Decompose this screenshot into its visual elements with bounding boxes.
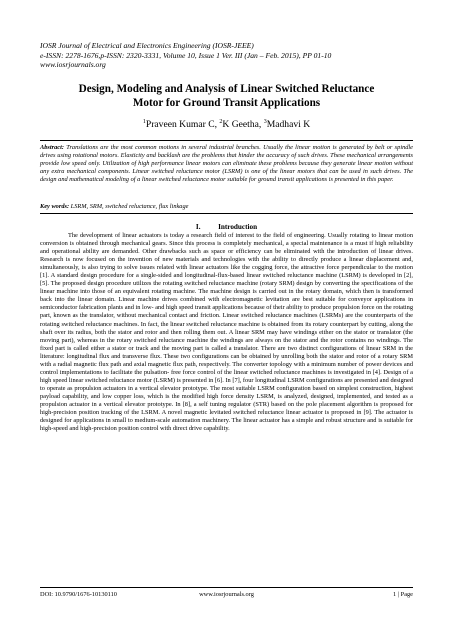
footer-doi: DOI: 10.9790/1676-10130110 — [40, 591, 117, 598]
journal-issn-line: e-ISSN: 2278-1676,p-ISSN: 2320-3331, Volume 10, Issue 1 Ver. III (Jan – Feb. 2015), PP 01-10 — [40, 50, 332, 60]
footer-page-number: 1 | Page — [393, 591, 413, 598]
keywords-text: LSRM, SRM, switched reluctance, flux linkage — [70, 203, 189, 210]
paper-title — [40, 83, 413, 110]
author-2-name: K Geetha, — [222, 119, 264, 130]
abstract-bottom-rule — [40, 213, 413, 214]
footer-rule — [40, 587, 413, 588]
author-list — [40, 119, 413, 131]
author-3-index: 3 — [263, 119, 267, 125]
title-line-1: Design, Modeling and Analysis of Linear Switched Reluctance — [78, 83, 375, 95]
section-number: I. — [195, 223, 201, 231]
footer-website: www.iosrjournals.org — [199, 591, 254, 598]
abstract — [40, 144, 413, 184]
journal-header — [40, 41, 420, 70]
abstract-label: Abstract: — [40, 144, 64, 151]
page-footer — [40, 590, 413, 600]
abstract-top-rule — [40, 140, 413, 141]
keywords-label: Key words: — [40, 203, 70, 210]
author-3-name: Madhavi K — [266, 119, 311, 130]
author-2-index: 2 — [219, 119, 223, 125]
journal-name: IOSR Journal of Electrical and Electronics Engineering (IOSR-JEEE) — [40, 41, 254, 50]
title-line-2: Motor for Ground Transit Applications — [132, 96, 321, 109]
abstract-text: Translations are the most common motions in several industrial branches. Usually the linear motion is generated by belt or spindle drives using rotational motors. Elasticity and backlash are the problems that hinder the accuracy of such drives. These mechanical arrangements provide low speed only. Utilization of high performance linear motors can eliminate these problems because they generate linear motion without any extra mechanical components. Linear switched reluctance motor (LSRM) is one of the linear motors that can be used in such drives. The design and mathematical modeling of a linear switched reluctance motor suitable for ground transit applications is presented in this paper. — [40, 144, 414, 184]
section-title: Introduction — [218, 223, 258, 231]
keywords — [40, 203, 413, 211]
introduction-paragraph: The development of linear actuators is today a research field of interest to the field of engineering. Usually rotating to linear motion conversion is obtained through mechanical gears. Since this process is completely mechanical, a special maintenance is a must if high reliability and operational ability are demanded. Other drawbacks such as space or efficiency can be eliminated with the introduction of linear drives. Research is now focused on the invention of new materials and technologies with the ability to directly produce a linear displacement and, simultaneously, is also trying to solve issues related with linear actuators like the cogging force, the attractive force perpendicular to the motion [1]. A standard design procedure for a single-sided and longitudinal-flux-based linear switched reluctance machine (LSRM) is developed in [2], [5]. The proposed design procedure utilizes the rotating switched reluctance machine (rotary SRM) design by converting the specifications of the linear machine into those of an equivalent rotating machine. The machine design is carried out in the rotary domain, which then is transformed back into the linear domain. Linear machine drives combined with electromagnetic levitation are best suitable for conveyor applications in semiconductor fabrication plants and in low- and high speed transit applications because of their ability to produce propulsion force on the rotating part, known as the translator, without mechanical contact and friction. Linear switched reluctance machines (LSRMs) are the counterparts of the rotating switched reluctance machines. In fact, the linear switched reluctance machine is obtained from its rotary counterpart by cutting, along the shaft over its radius, both the stator and rotor and then rolling them out. A linear SRM may have windings either on the stator or translator (the moving part), whereas in the rotary switched reluctance machine the windings are always on the stator and the rotor contains no windings. The fixed part is called either a stator or track and the moving part is called a translator. There are two distinct configurations of linear SRM in the literature: longitudinal flux and transverse flux. These two configurations can be obtained by unrolling both the stator and rotor of a rotary SRM with a radial magnetic flux path and axial magnetic flux path, respectively. The converter topology with a minimum number of power devices and control implementations to facilitate the pulsation- free force control of the linear switched reluctance machines is investigated in [4]. Design of a high speed linear switched reluctance motor (LSRM) is presented in [6]. In [7], four longitudinal LSRM configurations are presented and designed to operate as propulsion actuators in a vertical elevator prototype. The most suitable LSRM configuration based on simplest construction, highest payload capability, and low copper loss, which is the modified high force density LSRM, is analyzed, designed, implemented, and tested as a propulsion actuator in a vertical elevator prototype. In [8], a self tuning regulator (STR) based on the pole placement algorithm is proposed for high-precision position tracking of the LSRM. A novel magnetic levitated switched reluctance linear actuator is proposed in [9]. The actuator is designed for applications in small to medium-scale automation machinery. The linear actuator has a simple and robust structure and is suitable for high-speed and high-precision position control with direct drive capability. — [40, 232, 413, 433]
journal-website: www.iosrjournals.org — [40, 60, 106, 70]
author-1-index: 1 — [142, 119, 146, 125]
author-1-name: Praveen Kumar C, — [145, 119, 220, 130]
section-heading — [40, 223, 413, 232]
